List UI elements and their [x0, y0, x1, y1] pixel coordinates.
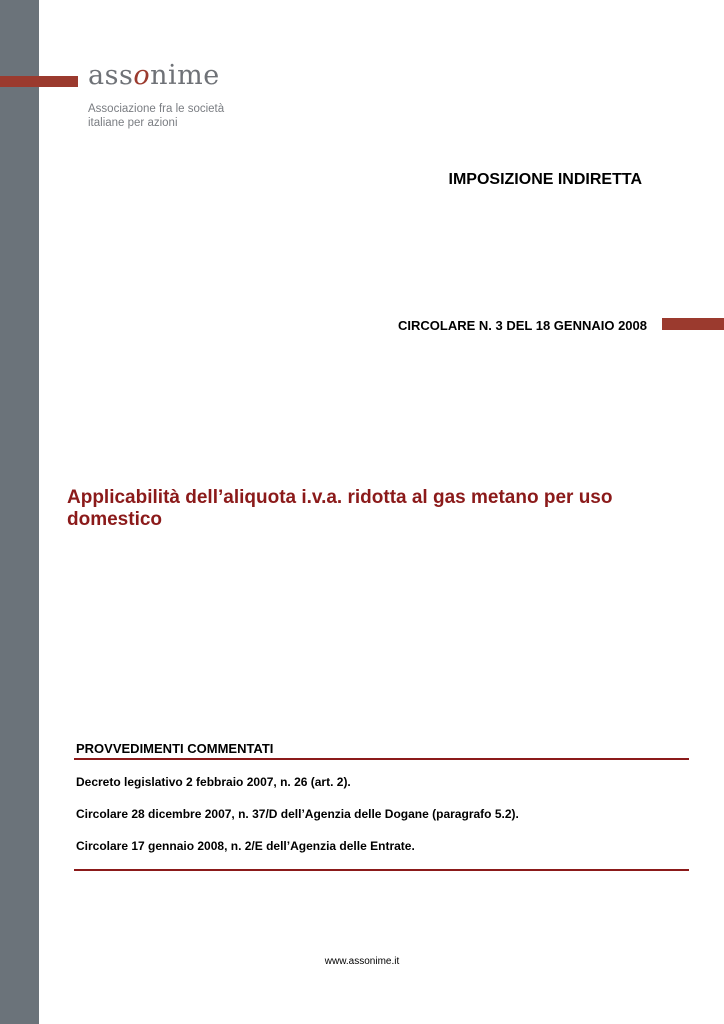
logo-stripe	[0, 76, 78, 87]
list-item: Circolare 28 dicembre 2007, n. 37/D dell’Agenzia delle Dogane (paragrafo 5.2).	[76, 807, 519, 821]
logo-word-part: ass	[88, 60, 134, 91]
divider-bottom	[74, 869, 689, 871]
tagline-line: italiane per azioni	[88, 117, 178, 129]
divider-top	[74, 758, 689, 760]
list-item: Circolare 17 gennaio 2008, n. 2/E dell’Agenzia delle Entrate.	[76, 839, 415, 853]
section-title: IMPOSIZIONE INDIRETTA	[448, 171, 642, 188]
provvedimenti-heading: PROVVEDIMENTI COMMENTATI	[76, 741, 274, 756]
logo-o-mark: o	[133, 60, 151, 91]
left-sidebar-band	[0, 0, 39, 1024]
logo-word-part: nime	[150, 60, 220, 91]
logo-tagline	[88, 102, 224, 130]
provvedimenti-list	[76, 775, 519, 871]
document-title: Applicabilità dell’aliquota i.v.a. ridotta al gas metano per uso domestico	[67, 487, 613, 530]
circular-title: CIRCOLARE N. 3 DEL 18 GENNAIO 2008	[398, 318, 647, 333]
circular-stripe	[662, 318, 724, 330]
tagline-line: Associazione fra le società	[88, 103, 225, 115]
footer-url[interactable]: www.assonime.it	[324, 956, 400, 967]
list-item: Decreto legislativo 2 febbraio 2007, n. 26 (art. 2).	[76, 775, 351, 789]
assonime-logo	[88, 60, 220, 91]
